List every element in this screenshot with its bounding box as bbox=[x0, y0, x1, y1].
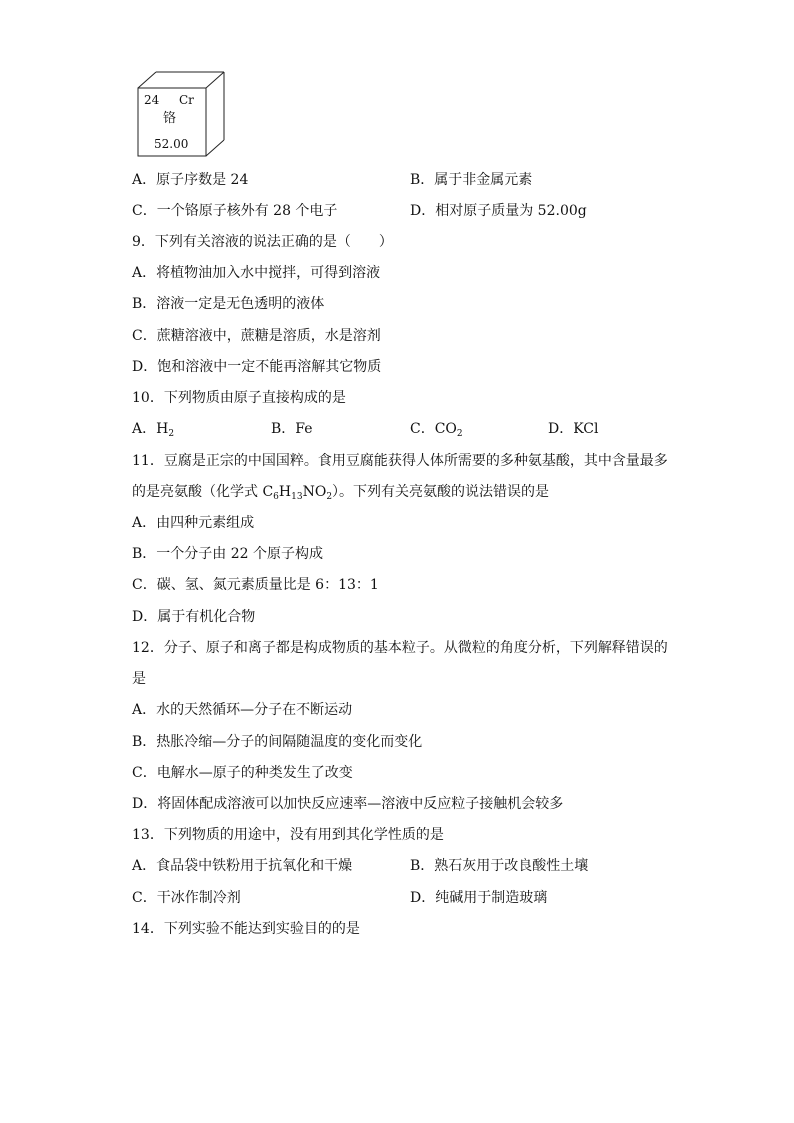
q13-option-b: B．熟石灰用于改良酸性土壤 bbox=[410, 858, 589, 874]
q9-option-b: B．溶液一定是无色透明的液体 bbox=[132, 296, 325, 312]
q12-option-b: B．热胀冷缩—分子的间隔随温度的变化而变化 bbox=[132, 734, 423, 750]
q11-option-b: B．一个分子由 22 个原子构成 bbox=[132, 546, 324, 562]
q13-option-d: D．纯碱用于制造玻璃 bbox=[410, 890, 548, 906]
q8-option-a: A．原子序数是 24 bbox=[132, 172, 249, 188]
q11-stem-part1: 的是亮氨酸（化学式 C bbox=[132, 484, 274, 500]
q11-part3: NO bbox=[302, 484, 327, 500]
q10-c-sub: 2 bbox=[456, 429, 463, 439]
element-card-figure bbox=[136, 70, 228, 160]
atomic-number: 24 bbox=[144, 93, 160, 107]
q11-option-a: A．由四种元素组成 bbox=[132, 515, 255, 531]
q10-option-b: B．Fe bbox=[271, 421, 313, 437]
q12-option-d: D．将固体配成溶液可以加快反应速率—溶液中反应粒子接触机会较多 bbox=[132, 796, 564, 812]
q11-part2: H bbox=[278, 484, 292, 500]
element-name: 铬 bbox=[163, 111, 177, 126]
q11-part4: ）。下列有关亮氨酸的说法错误的是 bbox=[332, 484, 550, 500]
q8-option-d: D．相对原子质量为 52.00g bbox=[410, 203, 587, 219]
element-symbol: Cr bbox=[179, 93, 194, 107]
q9-stem: 9．下列有关溶液的说法正确的是（ ） bbox=[132, 234, 393, 250]
q10-a-text: A．H bbox=[132, 421, 169, 437]
q9-option-c: C．蔗糖溶液中，蔗糖是溶质，水是溶剂 bbox=[132, 328, 381, 344]
q13-stem: 13．下列物质的用途中，没有用到其化学性质的是 bbox=[132, 827, 444, 843]
q11-sub2: 13 bbox=[291, 492, 303, 502]
q10-a-sub: 2 bbox=[168, 429, 175, 439]
atomic-mass: 52.00 bbox=[154, 137, 189, 151]
q12-stem-line2: 是 bbox=[132, 671, 146, 687]
q13-option-a: A．食品袋中铁粉用于抗氧化和干燥 bbox=[132, 858, 353, 874]
q11-option-d: D．属于有机化合物 bbox=[132, 609, 256, 625]
q11-stem-line2 bbox=[132, 482, 549, 502]
q8-option-b: B．属于非金属元素 bbox=[410, 172, 533, 188]
q14-stem: 14．下列实验不能达到实验目的的是 bbox=[132, 921, 360, 937]
q11-stem-line1: 11．豆腐是正宗的中国国粹。食用豆腐能获得人体所需要的多种氨基酸，其中含量最多 bbox=[132, 453, 668, 469]
q8-option-c: C．一个铬原子核外有 28 个电子 bbox=[132, 203, 338, 219]
q10-option-c bbox=[410, 419, 463, 439]
q10-c-text: C．CO bbox=[410, 421, 457, 437]
q12-option-a: A．水的天然循环—分子在不断运动 bbox=[132, 702, 353, 718]
q9-option-d: D．饱和溶液中一定不能再溶解其它物质 bbox=[132, 359, 382, 375]
q12-stem-line1: 12．分子、原子和离子都是构成物质的基本粒子。从微粒的角度分析，下列解释错误的 bbox=[132, 640, 668, 656]
q10-option-d: D．KCl bbox=[548, 421, 599, 437]
q10-stem: 10．下列物质由原子直接构成的是 bbox=[132, 390, 346, 406]
q12-option-c: C．电解水—原子的种类发生了改变 bbox=[132, 765, 353, 781]
q11-sub1: 6 bbox=[273, 492, 279, 502]
q10-option-a bbox=[132, 419, 174, 439]
q11-sub3: 2 bbox=[326, 492, 333, 502]
q13-option-c: C．干冰作制冷剂 bbox=[132, 890, 241, 906]
q11-option-c: C．碳、氢、氮元素质量比是 6：13：1 bbox=[132, 577, 379, 593]
q9-option-a: A．将植物油加入水中搅拌，可得到溶液 bbox=[132, 265, 381, 281]
